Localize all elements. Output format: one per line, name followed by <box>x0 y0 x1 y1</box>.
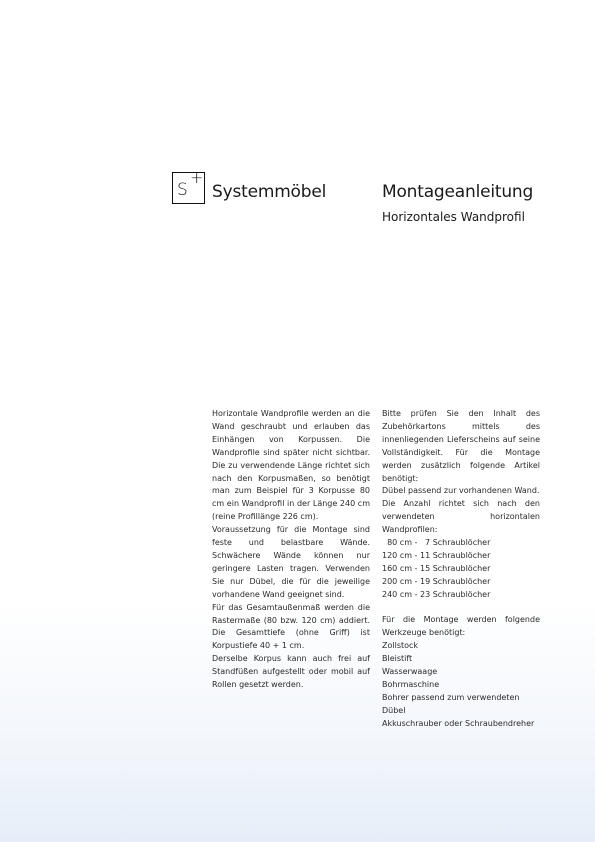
document-title: Montageanleitung <box>382 182 534 202</box>
tool-item: Akkuschrauber oder Schraubendreher <box>382 718 535 728</box>
check-contents-paragraph: Bitte prüfen Sie den Inhalt des Zubehörkartons mittels des innenliegenden Lieferscheins auf seine Vollständigkeit. Für die Montage werden zusätzlich folgende Artikel benötigt: <box>382 409 540 483</box>
profile-holes-list <box>382 537 540 602</box>
dowel-line: Dübel passend zur vorhandenen Wand. <box>382 486 540 496</box>
profile-holes-item: 160 cm - 15 Schraublöcher <box>382 563 491 573</box>
tool-item: Bohrmaschine <box>382 680 440 690</box>
requirements-paragraph: Voraussetzung für die Montage sind feste und belastbare Wände. Schwächere Wände können nur geringere Lasten tragen. Verwenden Sie nur Dübel, die für die jeweilige vorhandene Wand geeignet sind. <box>212 525 370 599</box>
profile-holes-item: 120 cm - 11 Schraublöcher <box>382 550 491 560</box>
dimensions-paragraph: Für das Gesamtaußenmaß werden die Rastermaße (80 bzw. 120 cm) addiert. Die Gesamttiefe (ohne Griff) ist Korpustiefe 40 + 1 cm. <box>212 602 370 651</box>
count-note: Die Anzahl richtet sich nach den verwendeten horizontalen Wandprofilen: <box>382 499 540 535</box>
logo-letter: S <box>177 180 188 200</box>
tool-item: Bohrer passend zum verwendeten Dübel <box>382 692 520 715</box>
document-subtitle: Horizontales Wandprofil <box>382 210 525 224</box>
tool-item: Zollstock <box>382 641 419 651</box>
tool-item: Bleistift <box>382 654 413 664</box>
profile-holes-item: 80 cm - 7 Schraublöcher <box>382 538 491 548</box>
mounting-options-paragraph: Derselbe Korpus kann auch frei auf Standfüßen aufgestellt oder mobil auf Rollen gesetzt werden. <box>212 654 370 690</box>
logo-plus: + <box>190 168 204 187</box>
left-column <box>212 408 370 692</box>
logo-box <box>172 168 205 204</box>
tools-intro: Für die Montage werden folgende Werkzeuge benötigt: <box>382 615 540 638</box>
right-column <box>382 408 540 731</box>
intro-paragraph: Horizontale Wandprofile werden an die Wand geschraubt und erlauben das Einhängen von Korpussen. Die Wandprofile sind später nicht sichtbar. Die zu verwendende Länge richtet sich nach den Korpusmaßen, so benötigt man zum Beispiel für 3 Korpusse 80 cm ein Wandprofil in der Länge 240 cm (reine Profillänge 226 cm). <box>212 409 370 522</box>
spacer <box>382 602 540 615</box>
tool-item: Wasserwaage <box>382 667 438 677</box>
profile-holes-item: 240 cm - 23 Schraublöcher <box>382 589 491 599</box>
brand-name: Systemmöbel <box>212 182 327 202</box>
tools-list <box>382 640 540 730</box>
profile-holes-item: 200 cm - 19 Schraublöcher <box>382 576 491 586</box>
